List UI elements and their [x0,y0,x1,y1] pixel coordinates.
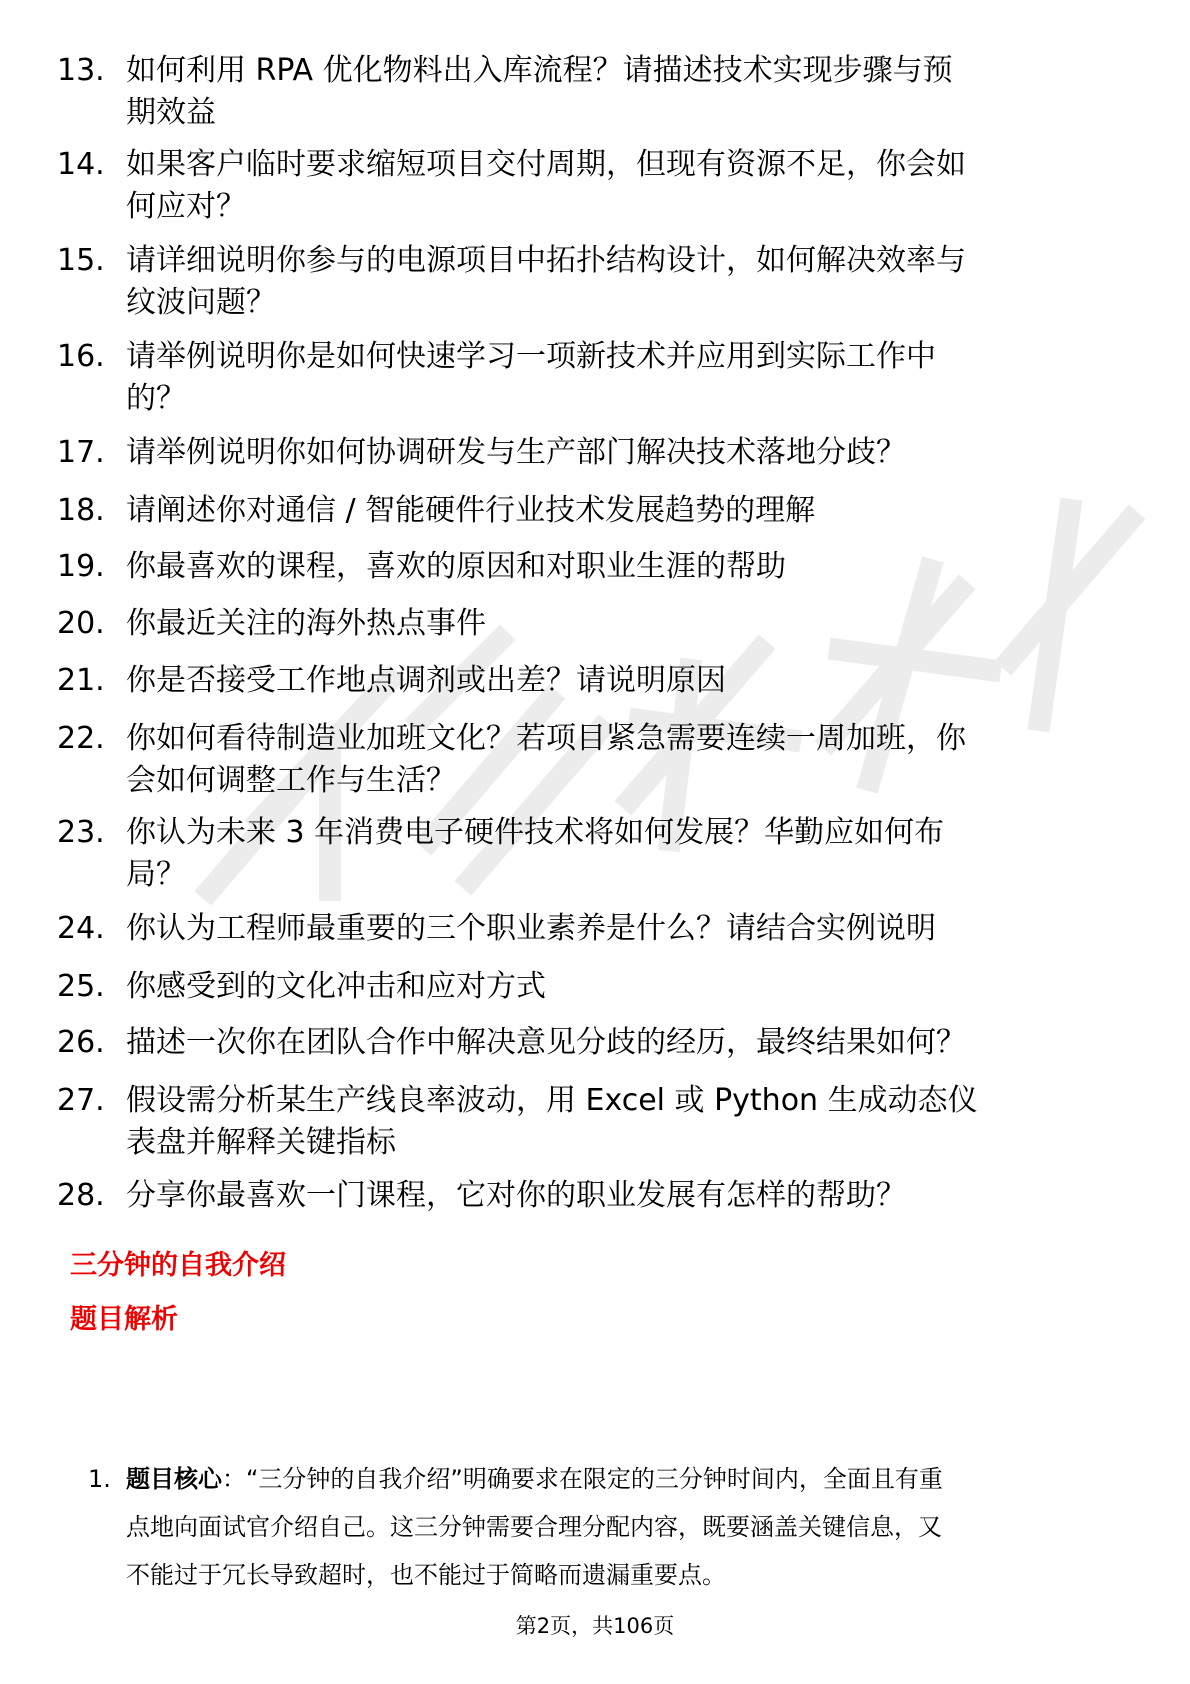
question-text [126,546,1126,588]
question-number: 16. [57,339,105,374]
question-text [126,812,1126,896]
question-line: 期效益 [126,95,216,130]
question-line: 请详细说明你参与的电源项目中拓扑结构设计，如何解决效率与 [126,243,966,278]
question-number: 17. [57,435,105,470]
page-footer: 第2页，共106页 [515,1614,675,1638]
analysis-item-line: 不能过于冗长导致超时，也不能过于简略而遗漏重要点。 [126,1561,726,1589]
question-line: 如何利用 RPA 优化物料出入库流程？请描述技术实现步骤与预 [126,53,953,88]
question-line: 如果客户临时要求缩短项目交付周期，但现有资源不足，你会如 [126,147,966,182]
question-line: 会如何调整工作与生活？ [126,763,456,798]
question-line: 何应对？ [126,189,246,224]
question-number: 22. [57,721,105,756]
question-text [126,718,1126,802]
question-line: 你感受到的文化冲击和应对方式 [126,969,546,1004]
question-text [126,432,1126,474]
analysis-item-first-line [126,1455,1136,1503]
question-number: 27. [57,1083,105,1118]
question-number: 19. [57,549,105,584]
question-line: 你如何看待制造业加班文化？若项目紧急需要连续一周加班，你 [126,721,966,756]
question-line: 你认为未来 3 年消费电子硬件技术将如何发展？华勤应如何布 [126,815,945,850]
analysis-item-first-line-rest: ：“三分钟的自我介绍”明确要求在限定的三分钟时间内，全面且有重 [222,1465,943,1493]
analysis-item-number: 1. [88,1465,111,1493]
question-text [126,660,1126,702]
question-text [126,144,1126,228]
question-line: 分享你最喜欢一门课程，它对你的职业发展有怎样的帮助？ [126,1178,906,1213]
question-number: 20. [57,606,105,641]
question-text [126,50,1126,134]
question-line: 请举例说明你如何协调研发与生产部门解决技术落地分歧？ [126,435,906,470]
question-number: 15. [57,243,105,278]
question-line: 请举例说明你是如何快速学习一项新技术并应用到实际工作中 [126,339,936,374]
question-text [126,908,1126,950]
analysis-item-text [126,1455,1136,1599]
analysis-title: 题目解析 [70,1304,178,1335]
question-number: 21. [57,663,105,698]
question-line: 局？ [126,857,186,892]
question-line: 你最喜欢的课程，喜欢的原因和对职业生涯的帮助 [126,549,786,584]
question-number: 14. [57,147,105,182]
question-number: 25. [57,969,105,1004]
question-text [126,490,1126,532]
question-number: 26. [57,1025,105,1060]
question-text [126,240,1126,324]
question-line: 你是否接受工作地点调剂或出差？请说明原因 [126,663,726,698]
question-line: 你最近关注的海外热点事件 [126,606,486,641]
question-text [126,336,1126,420]
question-number: 18. [57,493,105,528]
analysis-item-label: 题目核心 [126,1465,222,1493]
question-number: 24. [57,911,105,946]
question-line: 描述一次你在团队合作中解决意见分歧的经历，最终结果如何？ [126,1025,966,1060]
question-line: 假设需分析某生产线良率波动，用 Excel 或 Python 生成动态仪 [126,1083,978,1118]
question-text [126,603,1126,645]
question-line: 请阐述你对通信 / 智能硬件行业技术发展趋势的理解 [126,493,816,528]
question-text [126,966,1126,1008]
question-line: 你认为工程师最重要的三个职业素养是什么？请结合实例说明 [126,911,936,946]
question-number: 28. [57,1178,105,1213]
question-line: 纹波问题？ [126,285,276,320]
question-line: 的？ [126,381,186,416]
analysis-item-line: 点地向面试官介绍自己。这三分钟需要合理分配内容，既要涵盖关键信息，又 [126,1513,942,1541]
question-text [126,1080,1126,1164]
question-line: 表盘并解释关键指标 [126,1125,396,1160]
section-title: 三分钟的自我介绍 [70,1250,286,1281]
question-text [126,1022,1126,1064]
question-number: 13. [57,53,105,88]
question-text [126,1175,1126,1217]
question-number: 23. [57,815,105,850]
